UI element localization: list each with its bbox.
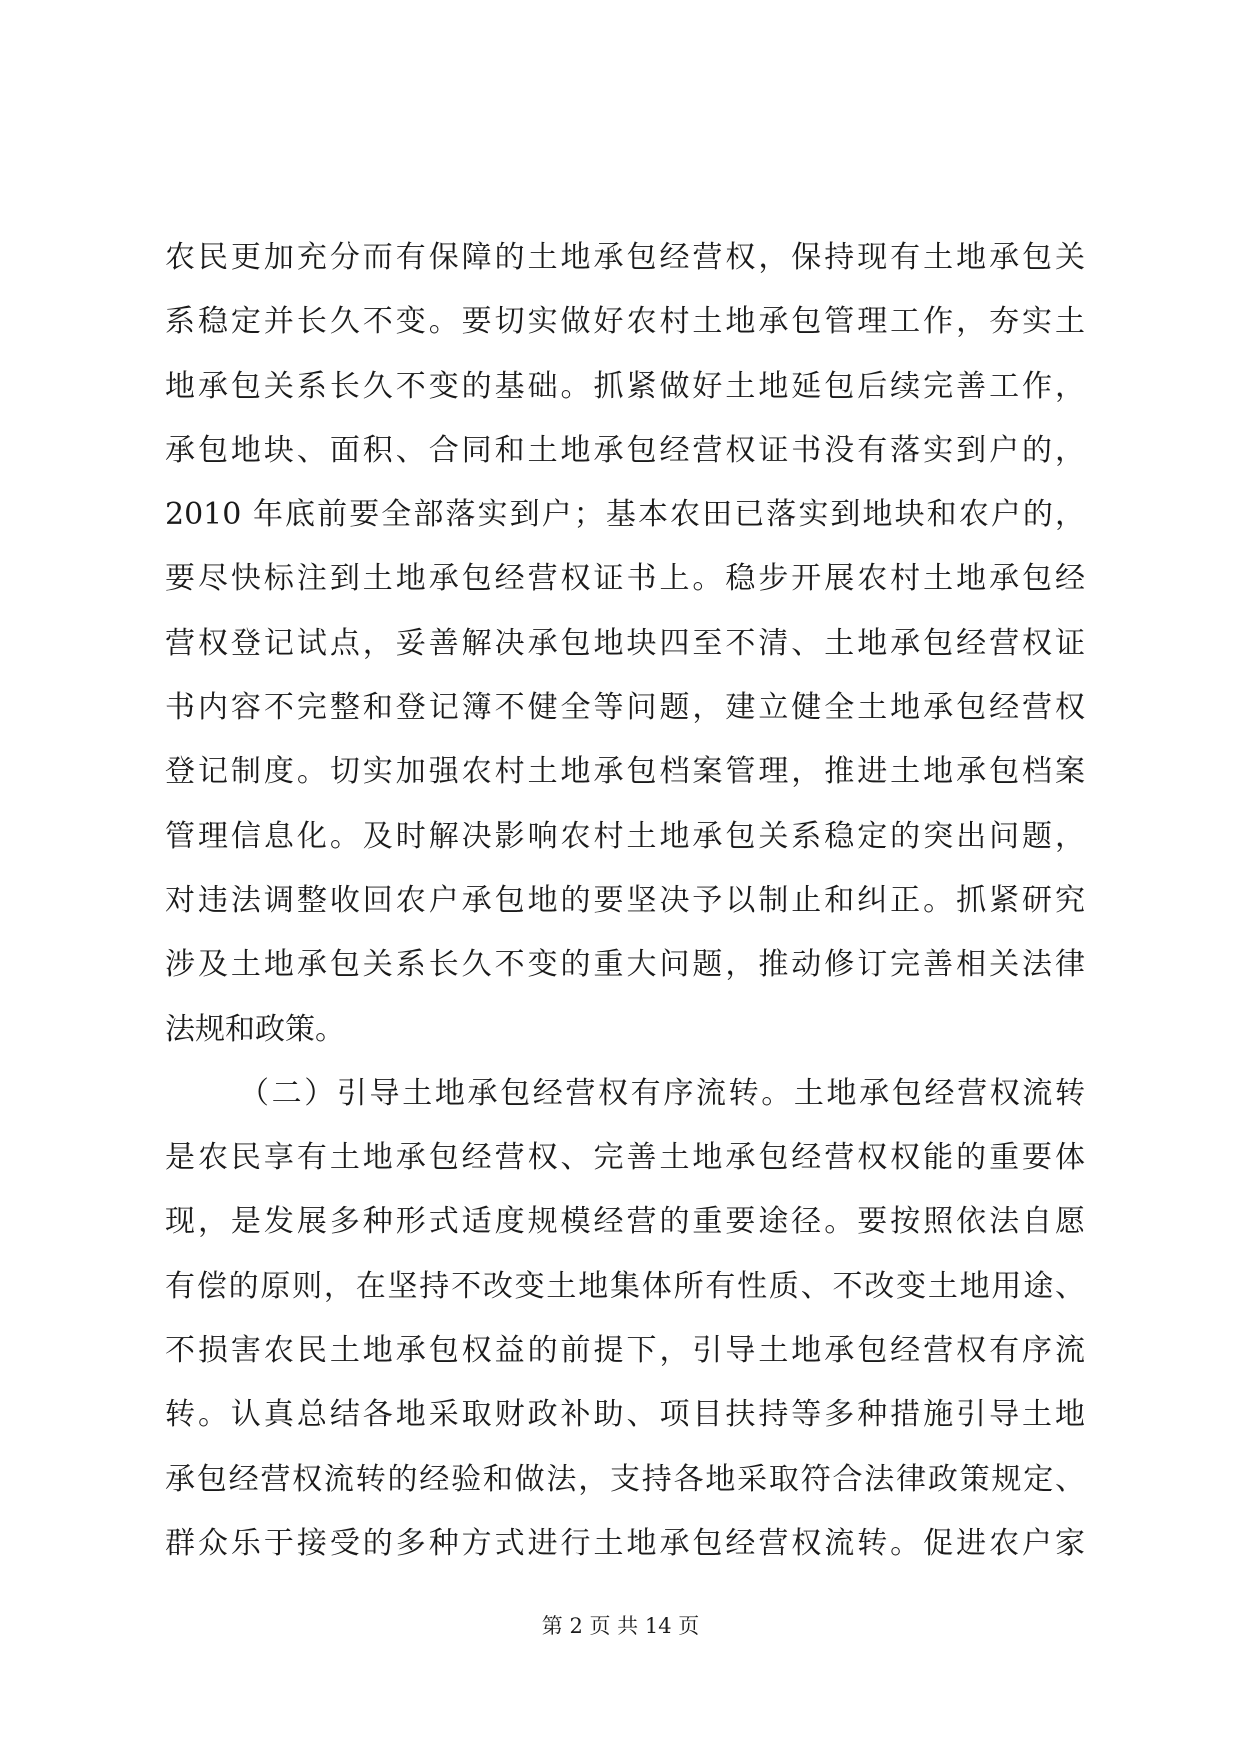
text-line: 农民更加充分而有保障的土地承包经营权，保持现有土地承包关 — [165, 240, 1085, 275]
document-body — [165, 226, 1085, 1576]
text-line: 现，是发展多种形式适度规模经营的重要途径。要按照依法自愿 — [165, 1204, 1085, 1240]
text-line: 群众乐于接受的多种方式进行土地承包经营权流转。促进农户家 — [165, 1525, 1085, 1561]
text-line: 涉及土地承包关系长久不变的重大问题，推动修订完善相关法律 — [165, 947, 1085, 983]
text-line: 承包地块、面积、合同和土地承包经营权证书没有落实到户的， — [165, 432, 1085, 468]
text-line: 登记制度。切实加强农村土地承包档案管理，推进土地承包档案 — [165, 754, 1085, 790]
text-line: 2010 年底前要全部落实到户；基本农田已落实到地块和农户的， — [165, 497, 1085, 533]
text-line: 不损害农民土地承包权益的前提下，引导土地承包经营权有序流 — [165, 1333, 1085, 1369]
text-line: 对违法调整收回农户承包地的要坚决予以制止和纠正。抓紧研究 — [165, 882, 1085, 918]
text-line: 转。认真总结各地采取财政补助、项目扶持等多种措施引导土地 — [165, 1397, 1085, 1433]
section-heading-line: （二）引导土地承包经营权有序流转。土地承包经营权流转 — [239, 1075, 1085, 1111]
text-line: 营权登记试点，妥善解决承包地块四至不清、土地承包经营权证 — [165, 625, 1085, 661]
text-line: 承包经营权流转的经验和做法，支持各地采取符合法律政策规定、 — [165, 1461, 1085, 1497]
text-line: 是农民享有土地承包经营权、完善土地承包经营权权能的重要体 — [165, 1140, 1085, 1176]
page-footer — [0, 1611, 1241, 1641]
text-line: 法规和政策。 — [165, 1011, 345, 1047]
page-indicator: 第 2 页 共 14 页 — [541, 1614, 700, 1638]
text-line: 要尽快标注到土地承包经营权证书上。稳步开展农村土地承包经 — [165, 561, 1085, 597]
text-line: 系稳定并长久不变。要切实做好农村土地承包管理工作，夯实土 — [165, 304, 1085, 340]
text-line: 管理信息化。及时解决影响农村土地承包关系稳定的突出问题， — [165, 818, 1085, 854]
text-line: 书内容不完整和登记簿不健全等问题，建立健全土地承包经营权 — [165, 690, 1085, 726]
text-line: 地承包关系长久不变的基础。抓紧做好土地延包后续完善工作， — [165, 368, 1085, 404]
text-line: 有偿的原则，在坚持不改变土地集体所有性质、不改变土地用途、 — [165, 1268, 1085, 1304]
